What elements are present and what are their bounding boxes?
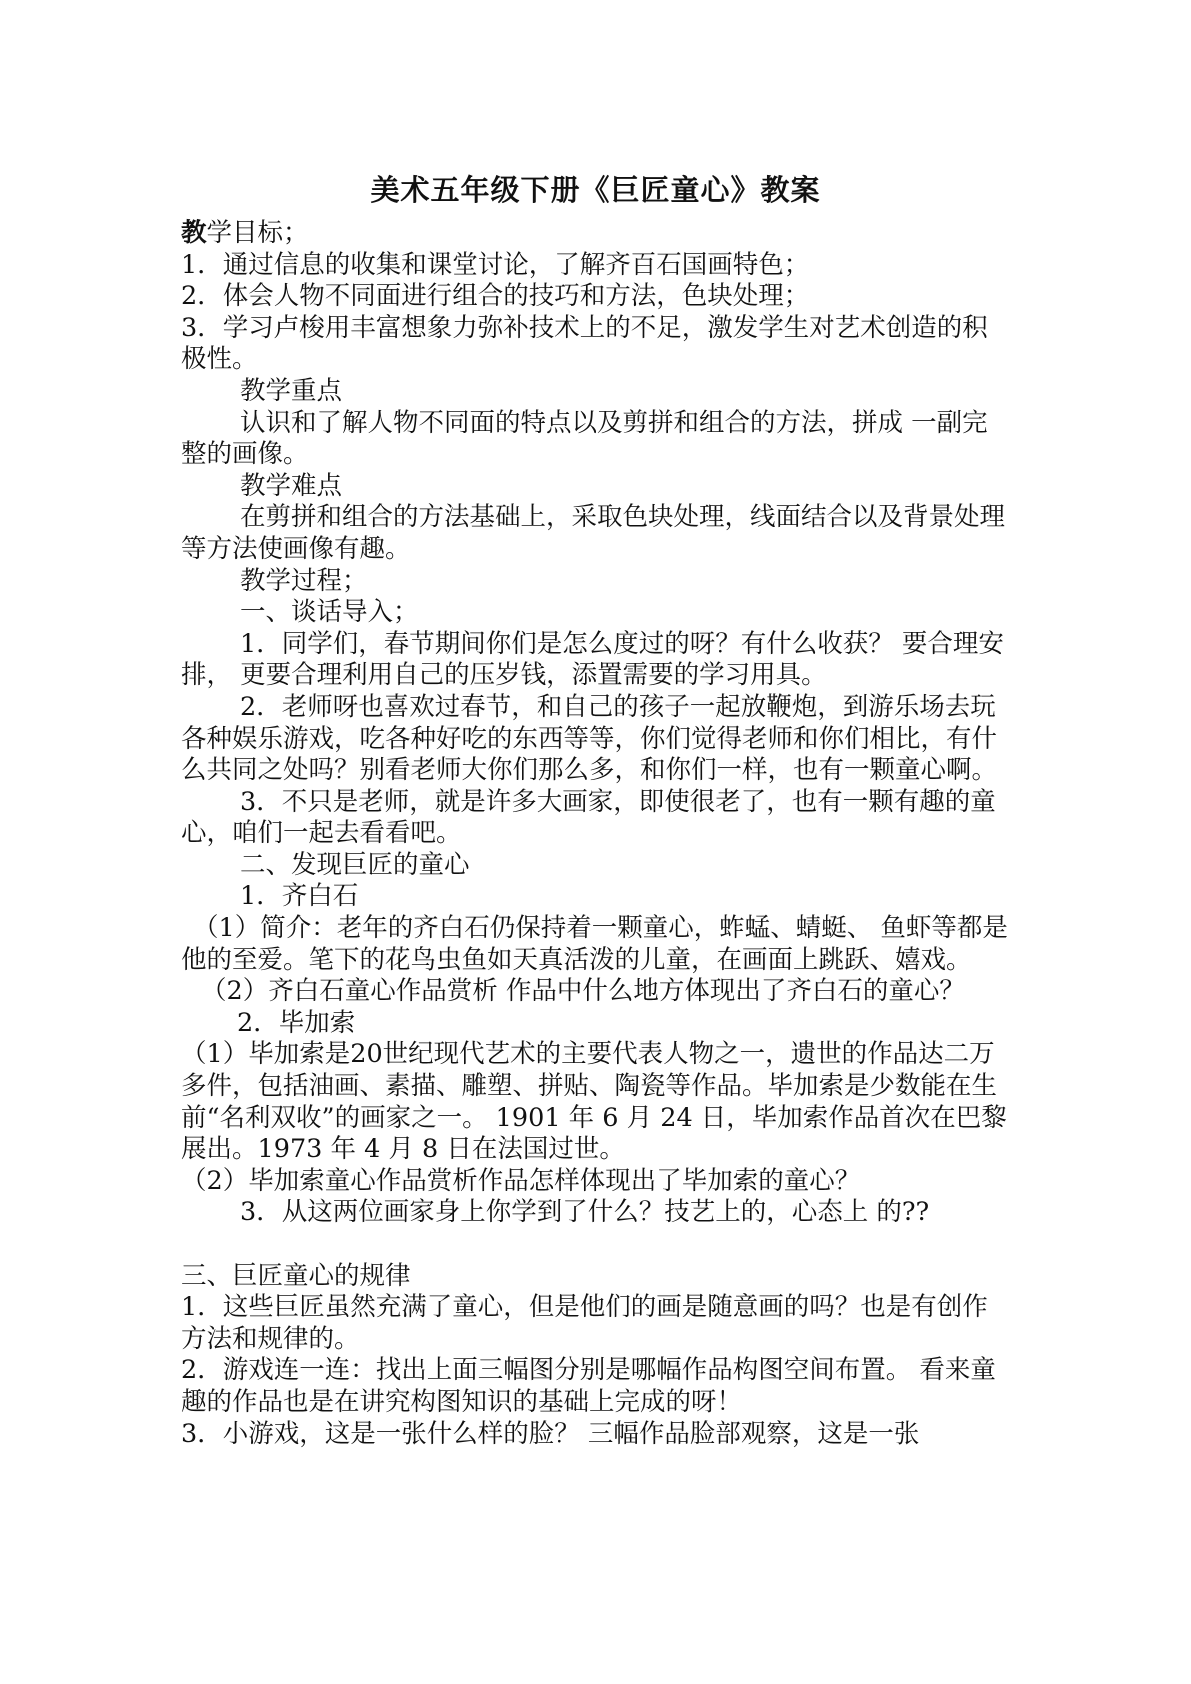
section-heading: 一、谈话导入； (240, 597, 419, 628)
paragraph: 2．游戏连一连：找出上面三幅图分别是哪幅作品构图空间布置。 看来童趣的作品也是在讲究构图知识的基础上完成的呀！ (181, 1355, 996, 1417)
objective-item: 1．通过信息的收集和课堂讨论，了解齐百石国画特色； (181, 249, 810, 280)
difficulty-heading: 教学难点 (240, 470, 343, 501)
subsection-heading: 1．齐白石 (240, 881, 359, 912)
blank-line (181, 1229, 1011, 1261)
paragraph: 1．同学们，春节期间你们是怎么度过的呀？有什么收获？ 要合理安排， 更要合理利用自己的压岁钱，添置需要的学习用具。 (181, 628, 1004, 691)
objectives-heading-rest: 学目标； (206, 218, 309, 248)
subsection-heading: 2．毕加索 (237, 1007, 356, 1038)
paragraph: 3．小游戏，这是一张什么样的脸？ 三幅作品脸部观察，这是一张 (181, 1418, 920, 1449)
document-title: 美术五年级下册《巨匠童心》教案 (370, 173, 821, 207)
key-point-text: 认识和了解人物不同面的特点以及剪拼和组合的方法，拼成 一副完整的画像。 (181, 407, 988, 470)
paragraph: （2）毕加索童心作品赏析作品怎样体现出了毕加索的童心？ (181, 1165, 861, 1196)
paragraph: 1．这些巨匠虽然充满了童心，但是他们的画是随意画的吗？也是有创作方法和规律的。 (181, 1292, 988, 1354)
paragraph: （1）简介：老年的齐白石仍保持着一颗童心，蚱蜢、蜻蜓、 鱼虾等都是他的至爱。笔下的花鸟虫鱼如天真活泼的儿童，在画面上跳跃、嬉戏。 (181, 913, 1008, 975)
objective-item: 2．体会人物不同面进行组合的技巧和方法，色块处理； (181, 281, 810, 312)
document-body (181, 218, 1011, 1450)
section-heading: 二、发现巨匠的童心 (240, 849, 470, 880)
paragraph: （1）毕加索是20世纪现代艺术的主要代表人物之一，遗世的作品达二万多件，包括油画、素描、雕塑、拼贴、陶瓷等作品。毕加索是少数能在生前“名利双收”的画家之一。 1901 年 6 月 24 日，毕加索作品首次在巴黎展出。1973 年 4 月 8 日在法国过世。 (181, 1039, 1007, 1165)
objectives-heading (181, 218, 1011, 250)
process-heading: 教学过程； (240, 565, 368, 596)
section-heading: 三、巨匠童心的规律 (181, 1260, 411, 1291)
objective-item: 3．学习卢梭用丰富想象力弥补技术上的不足，激发学生对艺术创造的积极性。 (181, 312, 988, 375)
objectives-heading-lead: 教 (181, 218, 207, 248)
paragraph: 3．从这两位画家身上你学到了什么？技艺上的，心态上 的?? (240, 1197, 930, 1228)
paragraph: 2．老师呀也喜欢过春节，和自己的孩子一起放鞭炮，到游乐场去玩各种娱乐游戏，吃各种好吃的东西等等，你们觉得老师和你们相比，有什么共同之处吗？别看老师大你们那么多，和你们一样，也有一颗童心啊。 (181, 691, 998, 786)
paragraph: 3．不只是老师，就是许多大画家，即使很老了，也有一颗有趣的童心，咱们一起去看看吧。 (181, 786, 996, 849)
key-point-heading: 教学重点 (240, 375, 343, 406)
difficulty-text: 在剪拼和组合的方法基础上，采取色块处理，线面结合以及背景处理等方法使画像有趣。 (181, 502, 1006, 564)
paragraph: （2）齐白石童心作品赏析 作品中什么地方体现出了齐白石的童心？ (201, 976, 965, 1007)
